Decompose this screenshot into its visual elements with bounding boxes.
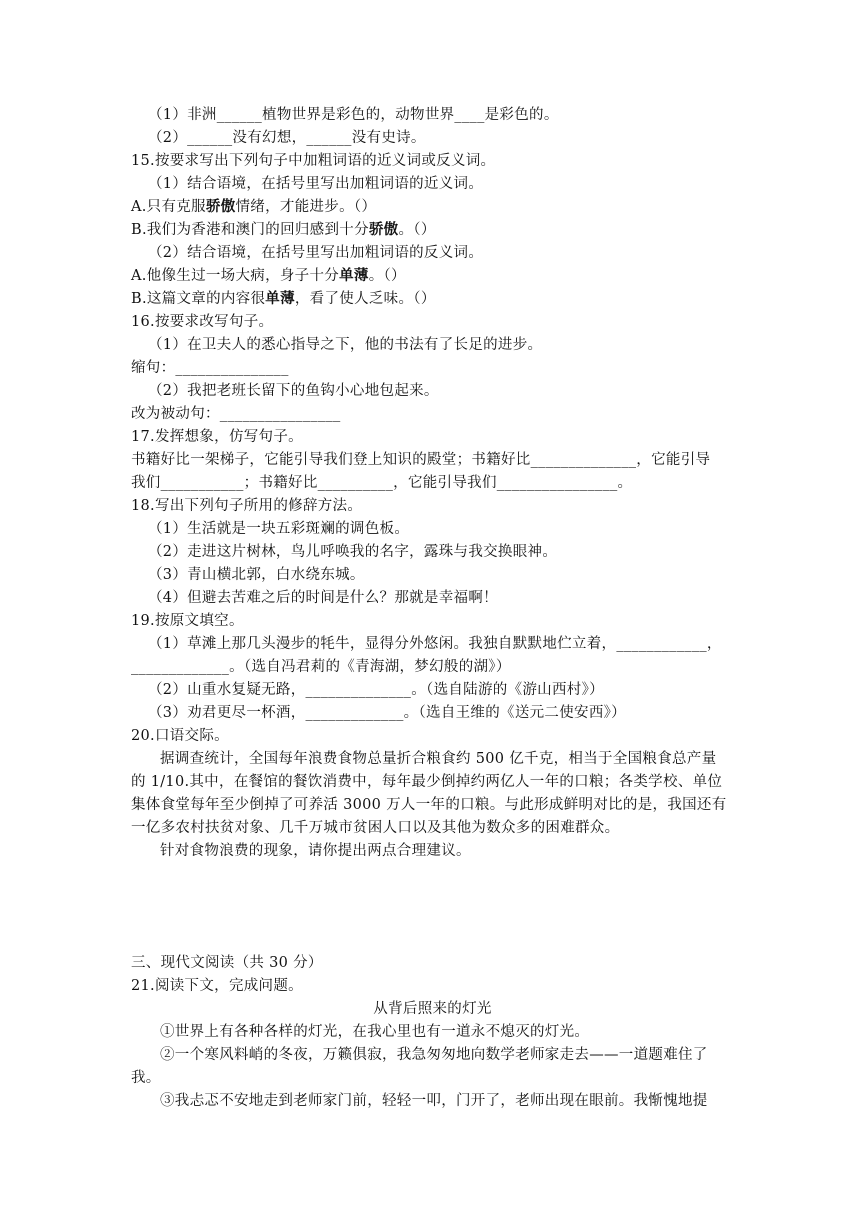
bold-word: 单薄 [265, 290, 295, 307]
bold-word: 骄傲 [205, 198, 236, 215]
article-title: 从背后照来的灯光 [373, 1001, 492, 1017]
article-para-2: ②一个寒风料峭的冬夜，万籁俱寂，我急匆匆地向数学老师家走去——一道题难住了 [160, 1047, 708, 1063]
q15-heading: 15.按要求写出下列句子中加粗词语的近义词或反义词。 [131, 153, 496, 169]
q18-item-4: （4）但避去苦难之后的时间是什么？那就是幸福啊！ [148, 590, 498, 606]
q16-item-1: （1）在卫夫人的悉心指导之下，他的书法有了长足的进步。 [148, 337, 543, 353]
q15-a2 [131, 266, 735, 286]
text: A.他像生过一场大病，身子十分 [131, 268, 340, 284]
q18-item-3: （3）青山横北郭，白水绕东城。 [148, 567, 365, 583]
q18-item-1: （1）生活就是一块五彩斑斓的调色板。 [148, 521, 410, 537]
q17-line-1: 书籍好比一架梯子，它能引导我们登上知识的殿堂；书籍好比______________，它能引导 [131, 452, 711, 468]
q20-heading: 20.口语交际。 [131, 728, 229, 744]
text: A.只有克服 [131, 199, 206, 215]
text: 情绪，才能进步。（） [235, 199, 377, 215]
q21-heading: 21.阅读下文，完成问题。 [131, 978, 303, 994]
q20-para-line-1: 据调查统计，全国每年浪费食物总量折合粮食约 500 亿千克，相当于全国粮食总产量 [160, 751, 717, 767]
q20-para-line-3: 集体食堂每年至少倒掉了可养活 3000 万人一年的口粮。与此形成鲜明对比的是，我国还有 [131, 797, 727, 813]
text: 。（） [368, 268, 406, 284]
q19-item-2: （2）山重水复疑无路，______________。（选自陆游的《游山西村》） [148, 682, 604, 698]
section-3-heading: 三、现代文阅读（共 30 分） [131, 955, 323, 971]
q17-heading: 17.发挥想象，仿写句子。 [131, 429, 303, 445]
q19-heading: 19.按原文填空。 [131, 613, 244, 629]
article-para-2-cont: 我。 [131, 1070, 161, 1086]
q20-prompt: 针对食物浪费的现象，请你提出两点合理建议。 [160, 843, 471, 859]
q20-para-line-2: 的 1/10.其中，在餐馆的餐饮消费中，每年最少倒掉约两亿人一年的口粮；各类学校、单位 [131, 774, 723, 790]
q16-heading: 16.按要求改写句子。 [131, 314, 274, 330]
bold-word: 单薄 [339, 267, 369, 284]
q14-item-2: （2）______没有幻想，______没有史诗。 [148, 130, 426, 146]
bold-word: 骄傲 [368, 221, 399, 238]
q19-item-1: （1）草滩上那几头漫步的牦牛，显得分外悠闲。我独自默默地伫立着，____________， [148, 636, 722, 652]
q14-item-1: （1）非洲______植物世界是彩色的，动物世界____是彩色的。 [148, 107, 559, 123]
q16-answer-1: 缩句：_______________ [131, 360, 289, 376]
q19-item-3: （3）劝君更尽一杯酒，_____________。（选自王维的《送元二使安西》） [148, 705, 626, 721]
q17-line-2: 我们___________；书籍好比__________，它能引导我们________________。 [131, 475, 633, 491]
article-para-3: ③我忐忑不安地走到老师家门前，轻轻一叩，门开了，老师出现在眼前。我惭愧地提 [160, 1093, 708, 1109]
text: B.这篇文章的内容很 [131, 291, 266, 307]
q20-para-line-4: 一亿多农村扶贫对象、几千万城市贫困人口以及其他为数众多的困难群众。 [131, 820, 620, 836]
q15-part-1: （1）结合语境，在括号里写出加粗词语的近义词。 [148, 176, 484, 192]
q19-item-1-cont: _____________。（选自冯君莉的《青海湖，梦幻般的湖》） [131, 659, 511, 675]
q16-answer-2: 改为被动句：________________ [131, 406, 341, 422]
q16-item-2: （2）我把老班长留下的鱼钩小心地包起来。 [148, 383, 439, 399]
q15-b2 [131, 289, 735, 309]
article-para-1: ①世界上有各种各样的灯光，在我心里也有一道永不熄灭的灯光。 [160, 1024, 590, 1040]
q15-part-2: （2）结合语境，在括号里写出加粗词语的反义词。 [148, 245, 484, 261]
text: 。（） [398, 222, 436, 238]
q15-b1 [131, 220, 735, 240]
text: ，看了使人乏味。（） [294, 291, 436, 307]
q18-heading: 18.写出下列句子所用的修辞方法。 [131, 498, 363, 514]
q18-item-2: （2）走进这片树林，鸟儿呼唤我的名字，露珠与我交换眼神。 [148, 544, 558, 560]
text: B.我们为香港和澳门的回归感到十分 [131, 222, 369, 238]
q15-a1 [131, 197, 735, 217]
